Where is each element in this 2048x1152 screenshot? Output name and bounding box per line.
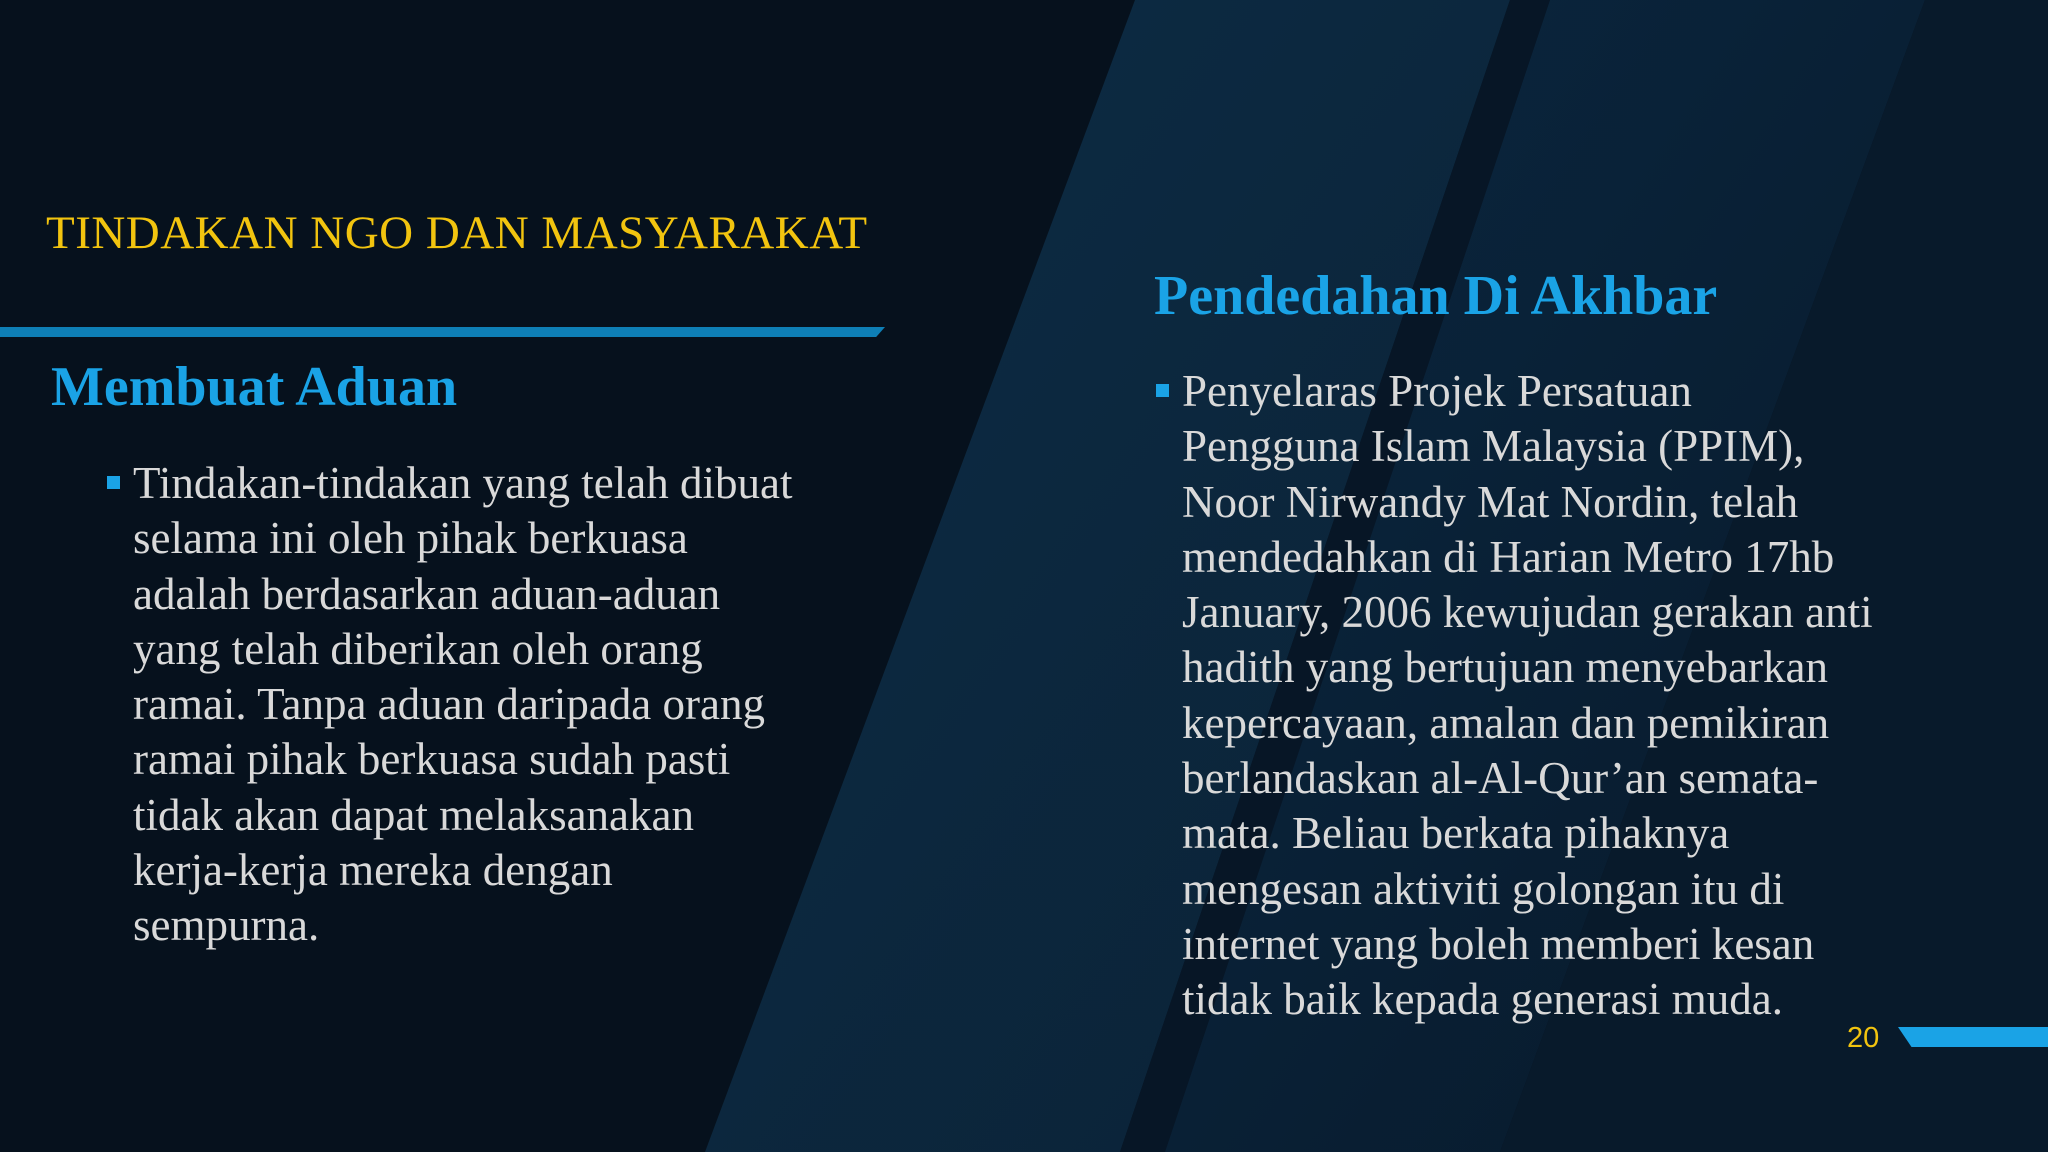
bullet-line: mata. Beliau berkata pihaknya [1182, 808, 1730, 859]
right-bullet [1182, 364, 2002, 1028]
bullet-line: selama ini oleh pihak berkuasa [133, 513, 688, 564]
corner-accent-bar [1898, 1027, 2048, 1047]
left-bullet [133, 456, 913, 954]
bullet-line: tidak baik kepada generasi muda. [1182, 974, 1784, 1025]
bullet-line: January, 2006 kewujudan gerakan anti [1182, 587, 1873, 638]
bullet-marker [107, 476, 120, 489]
right-heading: Pendedahan Di Akhbar [1154, 265, 1718, 327]
bullet-line: kerja-kerja mereka dengan [133, 845, 613, 896]
bullet-line: mendedahkan di Harian Metro 17hb [1182, 531, 1835, 582]
slide-number: 20 [1847, 1022, 1880, 1054]
bullet-line: Tindakan-tindakan yang telah dibuat [133, 458, 793, 508]
bullet-line: Noor Nirwandy Mat Nordin, telah [1182, 476, 1799, 527]
slide-title: TINDAKAN NGO DAN MASYARAKAT [46, 207, 868, 259]
bullet-line: Penyelaras Projek Persatuan [1182, 366, 1692, 416]
bullet-line: sempurna. [133, 900, 320, 951]
left-heading: Membuat Aduan [51, 356, 458, 418]
bullet-line: Pengguna Islam Malaysia (PPIM), [1182, 421, 1805, 472]
bullet-line: berlandaskan al-Al-Qur’an semata- [1182, 753, 1819, 804]
bullet-line: yang telah diberikan oleh orang [133, 623, 703, 674]
title-underline [0, 327, 885, 337]
bullet-line: mengesan aktiviti golongan itu di [1182, 863, 1785, 914]
bullet-line: hadith yang bertujuan menyebarkan [1182, 642, 1829, 693]
bullet-line: kepercayaan, amalan dan pemikiran [1182, 697, 1830, 748]
bullet-marker [1156, 384, 1169, 397]
bullet-line: adalah berdasarkan aduan-aduan [133, 568, 721, 619]
bullet-line: tidak akan dapat melaksanakan [133, 789, 695, 840]
bullet-line: ramai. Tanpa aduan daripada orang [133, 679, 765, 730]
bullet-line: internet yang boleh memberi kesan [1182, 918, 1815, 969]
bullet-line: ramai pihak berkuasa sudah pasti [133, 734, 731, 785]
